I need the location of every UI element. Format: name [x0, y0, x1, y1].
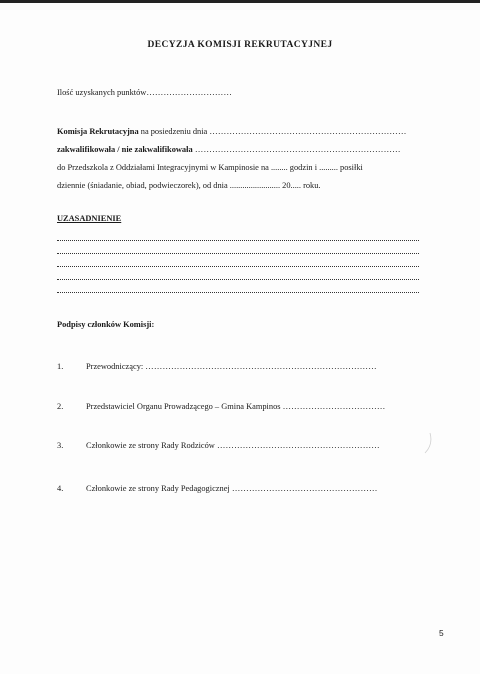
- signatures-heading: Podpisy członków Komisji:: [57, 320, 155, 329]
- signature-field[interactable]: ……………………………………………: [231, 484, 378, 493]
- signature-number: 2.: [57, 402, 64, 411]
- signature-field[interactable]: ………………………………: [282, 402, 386, 411]
- qualification-choice: zakwalifikowała / nie zakwalifikowała: [57, 145, 193, 154]
- pen-mark: [423, 432, 433, 454]
- signature-row: [57, 362, 377, 371]
- signature-role: Członkowie ze strony Rady Rodziców: [86, 441, 217, 450]
- justification-line-3[interactable]: [57, 266, 419, 267]
- points-label: Ilość uzyskanych punktów: [57, 88, 147, 97]
- justification-line-2[interactable]: [57, 253, 419, 254]
- signature-row: [57, 484, 378, 493]
- decision-line-4: dziennie (śniadanie, obiad, podwieczorek), od dnia ........................ 20..... roku.: [57, 181, 321, 190]
- commission-label: Komisja Rekrutacyjna: [57, 127, 139, 136]
- signature-field[interactable]: ………………………………………………………………………: [145, 362, 377, 371]
- signature-row: [57, 402, 386, 411]
- justification-line-5[interactable]: [57, 292, 419, 293]
- signature-role: Przedstawiciel Organu Prowadzącego – Gmina Kampinos: [86, 402, 283, 411]
- decision-line-3: do Przedszkola z Oddziałami Integracyjnymi w Kampinosie na ........ godzin i ......... posiłki: [57, 163, 363, 172]
- signature-field[interactable]: …………………………………………………: [216, 441, 380, 450]
- page-number: 5: [439, 628, 444, 638]
- meeting-date-field[interactable]: ……………………………………………………………: [209, 127, 407, 136]
- points-line: [57, 88, 232, 97]
- decision-line-1: [57, 127, 407, 136]
- justification-heading: UZASADNIENIE: [57, 214, 122, 223]
- justification-line-4[interactable]: [57, 279, 419, 280]
- signature-number: 3.: [57, 441, 64, 450]
- signature-row: [57, 441, 380, 450]
- signature-role: Przewodniczący:: [86, 362, 146, 371]
- meeting-date-label: na posiedzeniu dnia: [138, 127, 210, 136]
- candidate-name-field[interactable]: ………………………………………………………………: [192, 145, 401, 154]
- points-field[interactable]: …………………………: [146, 88, 233, 97]
- signature-number: 1.: [57, 362, 64, 371]
- decision-line-2: [57, 145, 401, 154]
- justification-line-1[interactable]: [57, 240, 419, 241]
- signature-role: Członkowie ze strony Rady Pedagogicznej: [86, 484, 232, 493]
- signature-number: 4.: [57, 484, 64, 493]
- document-title: DECYZJA KOMISJI REKRUTACYJNEJ: [147, 40, 333, 50]
